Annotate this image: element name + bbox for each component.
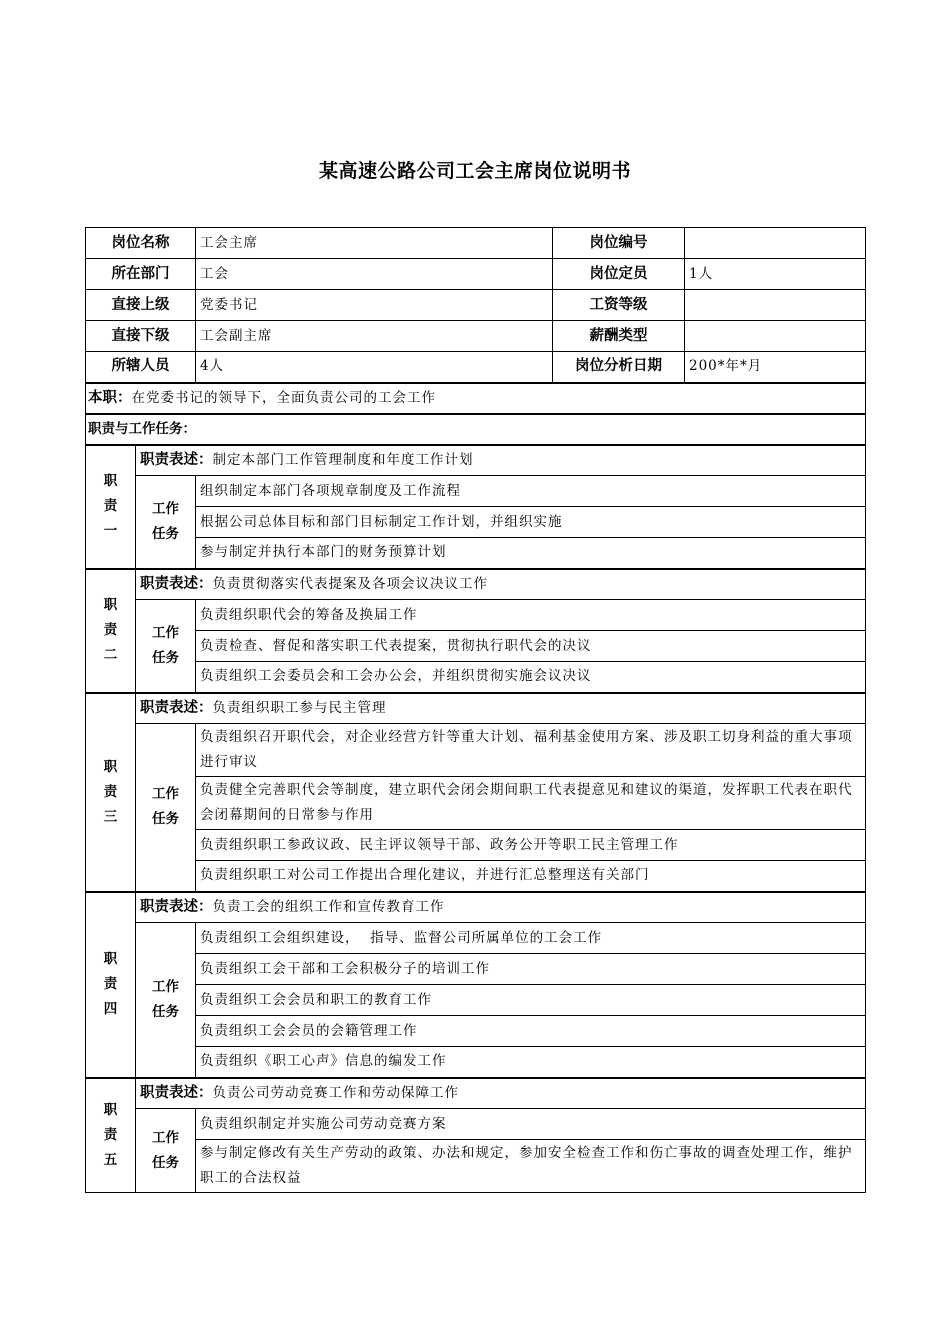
duty-name-char: 五 (103, 1151, 118, 1168)
task-item: 负责组织制定并实施公司劳动竞赛方案 (196, 1109, 866, 1140)
duty-statement (136, 1078, 866, 1109)
duty-name-char: 四 (103, 1001, 118, 1017)
task-row (86, 507, 866, 538)
task-row (86, 954, 866, 985)
info-label: 直接下级 (86, 321, 196, 352)
info-label: 所辖人员 (86, 352, 196, 383)
info-row (86, 321, 866, 352)
task-label-line: 任务 (152, 649, 179, 666)
task-item: 负责组织职代会的筹备及换届工作 (196, 600, 866, 631)
task-label (136, 923, 196, 1078)
task-label-line: 工作 (152, 978, 179, 995)
info-value: 党委书记 (196, 290, 553, 321)
statement-label: 职责表述： (140, 699, 213, 716)
duty-name-char: 职 (103, 951, 118, 967)
task-row (86, 985, 866, 1016)
info-label: 岗位定员 (553, 259, 685, 290)
task-row (86, 830, 866, 861)
task-label (136, 600, 196, 693)
duty-name-char: 一 (103, 523, 118, 539)
duties-header: 职责与工作任务： (86, 414, 866, 445)
duty-statement-row (86, 892, 866, 923)
statement-text: 负责组织职工参与民主管理 (212, 699, 387, 716)
task-label-line: 任务 (152, 811, 179, 828)
summary-text: 在党委书记的领导下，全面负责公司的工会工作 (131, 389, 436, 406)
task-item: 参与制定修改有关生产劳动的政策、办法和规定，参加安全检查工作和伤亡事故的调查处理工作，维护职工的合法权益 (196, 1140, 866, 1193)
job-description-table (85, 227, 866, 1193)
task-label (136, 724, 196, 892)
duty-name-char: 责 (103, 976, 118, 992)
duty-statement (136, 892, 866, 923)
task-label-line: 工作 (152, 624, 179, 641)
duty-statement-row (86, 569, 866, 600)
info-label: 岗位名称 (86, 228, 196, 259)
task-row (86, 476, 866, 507)
duty-name-char: 职 (103, 1101, 118, 1118)
info-value: 工会主席 (196, 228, 553, 259)
task-label-line: 工作 (152, 500, 179, 517)
duty-name-char: 责 (103, 622, 118, 638)
task-item: 组织制定本部门各项规章制度及工作流程 (196, 476, 866, 507)
statement-label: 职责表述： (140, 451, 213, 468)
task-item: 负责组织工会会员的会籍管理工作 (196, 1016, 866, 1047)
task-row (86, 1047, 866, 1078)
statement-text: 负责工会的组织工作和宣传教育工作 (212, 898, 445, 915)
task-item: 负责组织工会会员和职工的教育工作 (196, 985, 866, 1016)
info-value: 1人 (685, 259, 866, 290)
duty-statement (136, 569, 866, 600)
task-row (86, 1109, 866, 1140)
task-row (86, 600, 866, 631)
duty-name-char: 职 (103, 597, 118, 613)
info-row (86, 228, 866, 259)
task-item: 负责组织工会组织建设， 指导、监督公司所属单位的工会工作 (196, 923, 866, 954)
task-item: 参与制定并执行本部门的财务预算计划 (196, 538, 866, 569)
statement-text: 制定本部门工作管理制度和年度工作计划 (212, 451, 474, 468)
task-row (86, 777, 866, 830)
task-row (86, 631, 866, 662)
info-label: 所在部门 (86, 259, 196, 290)
duty-name-char: 三 (103, 808, 118, 825)
duty-name-char: 责 (103, 1126, 118, 1143)
duty-name-char: 职 (103, 758, 118, 775)
info-value: 工会 (196, 259, 553, 290)
duty-name (86, 445, 136, 569)
duty-statement (136, 693, 866, 724)
duty-name-char: 职 (103, 473, 118, 489)
info-label: 岗位分析日期 (553, 352, 685, 383)
duty-name (86, 892, 136, 1078)
task-item: 负责健全完善职代会等制度，建立职代会闭会期间职工代表提意见和建议的渠道，发挥职工代表在职代会闭幕期间的日常参与作用 (196, 777, 866, 830)
duty-name-char: 责 (103, 783, 118, 800)
task-label-line: 任务 (152, 1154, 179, 1171)
task-row (86, 1140, 866, 1193)
task-item: 负责组织《职工心声》信息的编发工作 (196, 1047, 866, 1078)
info-value (685, 321, 866, 352)
statement-label: 职责表述： (140, 1084, 213, 1101)
task-row (86, 1016, 866, 1047)
summary-row (86, 383, 866, 414)
task-item: 负责组织职工参政议政、民主评议领导干部、政务公开等职工民主管理工作 (196, 830, 866, 861)
task-item: 负责检查、督促和落实职工代表提案，贯彻执行职代会的决议 (196, 631, 866, 662)
task-row (86, 538, 866, 569)
info-value: 200*年*月 (685, 352, 866, 383)
task-row (86, 923, 866, 954)
task-row (86, 861, 866, 892)
duty-statement-row (86, 445, 866, 476)
task-row (86, 724, 866, 777)
info-row (86, 352, 866, 383)
task-label (136, 1109, 196, 1193)
task-item: 负责组织召开职代会，对企业经营方针等重大计划、福利基金使用方案、涉及职工切身利益的重大事项进行审议 (196, 724, 866, 777)
task-item: 负责组织工会干部和工会积极分子的培训工作 (196, 954, 866, 985)
task-item: 负责组织职工对公司工作提出合理化建议，并进行汇总整理送有关部门 (196, 861, 866, 892)
info-value (685, 290, 866, 321)
statement-text: 负责贯彻落实代表提案及各项会议决议工作 (212, 575, 488, 592)
info-value: 4人 (196, 352, 553, 383)
duty-statement-row (86, 1078, 866, 1109)
info-value: 工会副主席 (196, 321, 553, 352)
task-label-line: 工作 (152, 786, 179, 803)
summary-label: 本职： (88, 389, 132, 406)
task-label-line: 任务 (152, 1003, 179, 1020)
statement-text: 负责公司劳动竞赛工作和劳动保障工作 (212, 1084, 459, 1101)
task-row (86, 662, 866, 693)
info-row (86, 290, 866, 321)
info-row (86, 259, 866, 290)
duty-name (86, 569, 136, 693)
duty-name (86, 693, 136, 892)
duty-statement (136, 445, 866, 476)
info-value (685, 228, 866, 259)
task-item: 根据公司总体目标和部门目标制定工作计划，并组织实施 (196, 507, 866, 538)
info-label: 工资等级 (553, 290, 685, 321)
duty-statement-row (86, 693, 866, 724)
duty-name (86, 1078, 136, 1193)
statement-label: 职责表述： (140, 575, 213, 592)
task-item: 负责组织工会委员会和工会办公会，并组织贯彻实施会议决议 (196, 662, 866, 693)
info-label: 薪酬类型 (553, 321, 685, 352)
info-label: 岗位编号 (553, 228, 685, 259)
task-label-line: 工作 (152, 1129, 179, 1146)
summary-cell (86, 383, 866, 414)
duties-header-row (86, 414, 866, 445)
document-title: 某高速公路公司工会主席岗位说明书 (318, 160, 631, 182)
task-label-line: 任务 (152, 525, 179, 542)
duty-name-char: 二 (103, 647, 118, 663)
info-label: 直接上级 (86, 290, 196, 321)
duty-name-char: 责 (103, 498, 118, 514)
task-label (136, 476, 196, 569)
statement-label: 职责表述： (140, 898, 213, 915)
